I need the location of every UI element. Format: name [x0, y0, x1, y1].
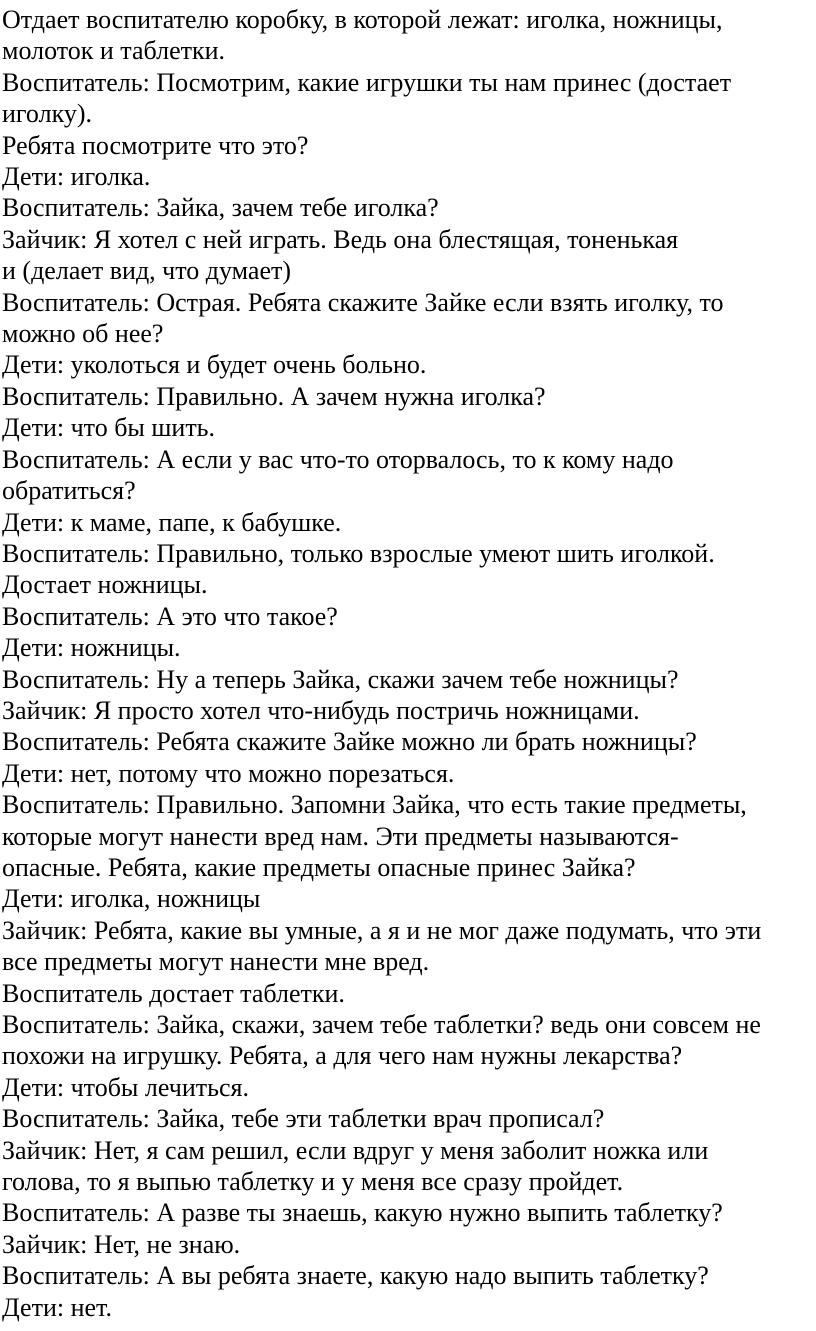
text-line: Ребята посмотрите что это? — [2, 130, 309, 160]
text-line: Воспитатель: Ребята скажите Зайке можно ли брать ножницы? — [2, 727, 697, 757]
text-line: Зайчик: Я хотел с ней играть. Ведь она блестящая, тоненькая — [2, 224, 679, 254]
text-line: Воспитатель: Правильно. Запомни Зайка, что есть такие предметы, — [2, 790, 747, 820]
text-line: Воспитатель: Зайка, зачем тебе иголка? — [2, 193, 439, 223]
text-line: Зайчик: Нет, я сам решил, если вдруг у меня заболит ножка или — [2, 1135, 709, 1165]
text-line: Воспитатель: А если у вас что-то оторвалось, то к кому надо — [2, 444, 674, 474]
text-line: иголку). — [2, 99, 92, 129]
text-line: Зайчик: Нет, не знаю. — [2, 1229, 241, 1259]
text-line: Зайчик: Я просто хотел что-нибудь постричь ножницами. — [2, 695, 640, 725]
text-line: все предметы могут нанести мне вред. — [2, 947, 430, 977]
text-line: Дети: к маме, папе, к бабушке. — [2, 507, 342, 537]
text-line: Дети: уколоться и будет очень больно. — [2, 350, 427, 380]
text-line: Дети: иголка. — [2, 162, 151, 192]
text-line: Воспитатель: Правильно. А зачем нужна иголка? — [2, 381, 546, 411]
text-line: которые могут нанести вред нам. Эти предметы называются- — [2, 821, 679, 851]
text-line: Воспитатель: Зайка, скажи, зачем тебе таблетки? ведь они совсем не — [2, 1010, 761, 1039]
text-line: молоток и таблетки. — [2, 36, 226, 66]
text-line: опасные. Ребята, какие предметы опасные принес Зайка? — [2, 852, 636, 882]
text-line: похожи на игрушку. Ребята, а для чего нам нужны лекарства? — [2, 1041, 683, 1071]
text-line: обратиться? — [2, 476, 136, 506]
text-line: Дети: чтобы лечиться. — [2, 1072, 249, 1102]
text-line: Воспитатель: А вы ребята знаете, какую надо выпить таблетку? — [2, 1261, 709, 1291]
text-line: можно об нее? — [2, 319, 164, 349]
text-line: Воспитатель: Зайка, тебе эти таблетки врач прописал? — [2, 1104, 605, 1134]
text-line: Воспитатель: Правильно, только взрослые умеют шить иголкой. — [2, 538, 715, 568]
text-line: Дети: ножницы. — [2, 633, 181, 663]
text-line: Дети: нет. — [2, 1292, 112, 1322]
text-line: Воспитатель достает таблетки. — [2, 978, 345, 1008]
text-line: Отдает воспитателю коробку, в которой лежат: иголка, ножницы, — [2, 5, 723, 34]
text-line: Воспитатель: Ну а теперь Зайка, скажи зачем тебе ножницы? — [2, 664, 679, 694]
text-line: голова, то я выпью таблетку и у меня все сразу пройдет. — [2, 1167, 624, 1197]
text-line: Воспитатель: А разве ты знаешь, какую нужно выпить таблетку? — [2, 1198, 723, 1228]
text-line: Зайчик: Ребята, какие вы умные, а я и не мог даже подумать, что эти — [2, 915, 762, 945]
text-line: Достает ножницы. — [2, 570, 208, 600]
text-line: и (делает вид, что думает) — [2, 256, 292, 286]
text-line: Дети: иголка, ножницы — [2, 884, 261, 914]
text-line: Дети: нет, потому что можно порезаться. — [2, 758, 455, 788]
text-line: Воспитатель: А это что такое? — [2, 601, 338, 631]
text-line: Воспитатель: Посмотрим, какие игрушки ты нам принес (достает — [2, 67, 732, 97]
text-line: Воспитатель: Острая. Ребята скажите Зайке если взять иголку, то — [2, 287, 724, 317]
text-line: Дети: что бы шить. — [2, 413, 216, 443]
